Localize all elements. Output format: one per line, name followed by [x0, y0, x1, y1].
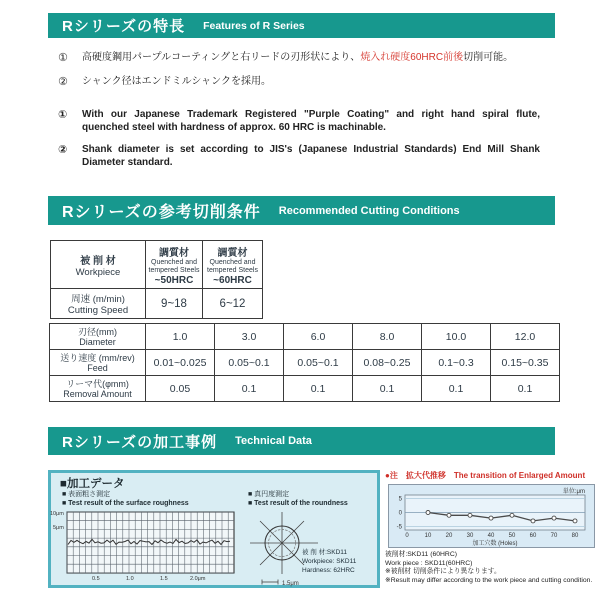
data-point-marker [531, 519, 535, 523]
section-title-jp: Rシリーズの加工事例 [62, 433, 218, 451]
note-marker: ●注 [385, 471, 398, 480]
section-title-en: Technical Data [235, 435, 312, 447]
chart-x-axis-label: 加工穴数 (Holes) [472, 541, 518, 547]
section-title-en: Features of R Series [203, 19, 305, 32]
section-title-jp: Rシリーズの参考切削条件 [62, 204, 261, 221]
data-point-marker [552, 516, 556, 520]
diameter-value: 3.0 [215, 324, 284, 350]
section-header-cutting-conditions [48, 196, 555, 225]
workpiece-header-cell: 被 削 材 Workpiece [51, 241, 146, 289]
item-text: With our Japanese Trademark Registered "Purple Coating" and right hand spiral flute, quenched steel with hardness of approx. 60 HRC is machinable. [82, 109, 540, 133]
y-tick-label: -5 [396, 524, 402, 531]
workpiece-info-en: Workpiece: SKD11 [302, 558, 357, 565]
x-tick-label: 30 [466, 533, 474, 539]
item-number: ② [58, 144, 68, 156]
feed-row [50, 350, 560, 376]
grid-x-label: 0.5 [92, 576, 100, 582]
roundness-label-jp: ■ 真円度測定 [248, 491, 290, 498]
removal-amount-row [50, 376, 560, 402]
removal-amount-label-cell: リーマ代(φmm) Removal Amount [50, 376, 146, 402]
feed-value: 0.01~0.025 [146, 350, 215, 376]
item-number: ② [58, 76, 68, 88]
data-point-marker [447, 513, 451, 517]
grid-y-label: 10μm [50, 511, 64, 517]
chart-footnotes [385, 551, 593, 585]
hardness-info: Hardness: 62HRC [302, 567, 355, 574]
feed-value: 0.15~0.35 [491, 350, 560, 376]
cutting-speed-value: 9~18 [146, 289, 203, 319]
data-point-marker [510, 513, 514, 517]
data-point-marker [573, 519, 577, 523]
removal-amount-value: 0.1 [215, 376, 284, 402]
cutting-speed-label-cell: 周速 (m/min) Cutting Speed [51, 289, 146, 319]
x-tick-label: 40 [487, 533, 495, 539]
roundness-label-en: ■ Test result of the roundness [248, 500, 348, 507]
item-number: ① [58, 109, 68, 121]
workpiece-table [50, 240, 263, 319]
x-tick-label: 70 [550, 533, 558, 539]
y-tick-label: 5 [398, 496, 402, 503]
machining-data-title: ■加工データ [60, 478, 125, 490]
chart-unit-label: 単位:μm [562, 489, 585, 495]
removal-amount-value: 0.1 [491, 376, 560, 402]
section-title-en: Recommended Cutting Conditions [278, 204, 460, 217]
feature-item-jp-2 [58, 76, 540, 89]
x-tick-label: 80 [571, 533, 579, 539]
removal-amount-value: 0.1 [284, 376, 353, 402]
section-header-technical-data [48, 427, 555, 455]
removal-amount-value: 0.1 [422, 376, 491, 402]
enlarged-amount-chart [388, 484, 595, 548]
x-tick-label: 20 [445, 533, 453, 539]
section-header-features [48, 13, 555, 38]
feed-label-cell: 送り速度 (mm/rev) Feed [50, 350, 146, 376]
diameter-value: 10.0 [422, 324, 491, 350]
diameter-value: 1.0 [146, 324, 215, 350]
note-heading [385, 470, 585, 481]
data-point-marker [468, 513, 472, 517]
grid-y-label: 5μm [53, 525, 64, 531]
grid-x-label: 2.0μm [190, 576, 206, 582]
conditions-table [49, 323, 560, 402]
footnote-line: ※被削材 切削条件により異なります。 [385, 568, 501, 576]
roundness-diagram [244, 508, 322, 588]
grid-x-label: 1.5 [160, 576, 168, 582]
removal-amount-value: 0.1 [353, 376, 422, 402]
item-number: ① [58, 52, 68, 64]
footnote-line: Work piece : SKD11(60HRC) [385, 559, 473, 567]
steel-60hrc-header-cell: 調質材 Quenched and tempered Steels ~60HRC [203, 241, 263, 289]
note-title-en: The transition of Enlarged Amount [453, 471, 586, 480]
highlighted-text: 焼入れ硬度60HRC前後 [360, 52, 464, 63]
data-point-marker [426, 511, 430, 515]
roughness-label-en: ■ Test result of the surface roughness [62, 500, 189, 507]
diameter-row [50, 324, 560, 350]
cutting-speed-row [51, 289, 263, 319]
footnote-line: 被削材:SKD11 (60HRC) [385, 551, 458, 558]
removal-amount-value: 0.05 [146, 376, 215, 402]
diameter-value: 8.0 [353, 324, 422, 350]
diameter-value: 6.0 [284, 324, 353, 350]
x-tick-label: 50 [508, 533, 516, 539]
y-tick-label: 0 [398, 510, 402, 517]
surface-roughness-chart [66, 511, 236, 575]
cutting-speed-value: 6~12 [203, 289, 263, 319]
grid-x-label: 1.0 [126, 576, 134, 582]
data-point-marker [489, 516, 493, 520]
workpiece-info-jp: 被 削 材:SKD11 [302, 549, 348, 556]
item-text: シャンク径はエンドミルシャンクを採用。 [82, 76, 271, 87]
section-title-jp: Rシリーズの特長 [62, 18, 186, 35]
feature-item-en-1 [58, 109, 540, 134]
note-title-jp: 拡大代推移 [405, 471, 446, 480]
feed-value: 0.05~0.1 [284, 350, 353, 376]
x-tick-label: 10 [424, 533, 432, 539]
feed-value: 0.08~0.25 [353, 350, 422, 376]
diameter-label-cell: 刃径(mm) Diameter [50, 324, 146, 350]
feed-value: 0.1~0.3 [422, 350, 491, 376]
feature-item-jp-1 [58, 52, 540, 65]
roughness-label-jp: ■ 表面粗さ測定 [62, 491, 111, 498]
diameter-value: 12.0 [491, 324, 560, 350]
item-text: Shank diameter is set according to JIS's (Japanese Industrial Standards) End Mill Shank Diameter standard. [82, 144, 540, 168]
item-text: 高硬度鋼用パープルコーティングと右リードの刃形状により、焼入れ硬度60HRC前後切削可能。 [82, 52, 514, 63]
circle-scale-label: 1.5μm [282, 581, 299, 587]
feature-item-en-2 [58, 144, 540, 169]
x-tick-label: 0 [405, 533, 409, 539]
steel-50hrc-header-cell: 調質材 Quenched and tempered Steels ~50HRC [146, 241, 203, 289]
feed-value: 0.05~0.1 [215, 350, 284, 376]
x-tick-label: 60 [529, 533, 537, 539]
footnote-line: ※Result may differ according to the work piece and cutting condition. [385, 576, 593, 584]
